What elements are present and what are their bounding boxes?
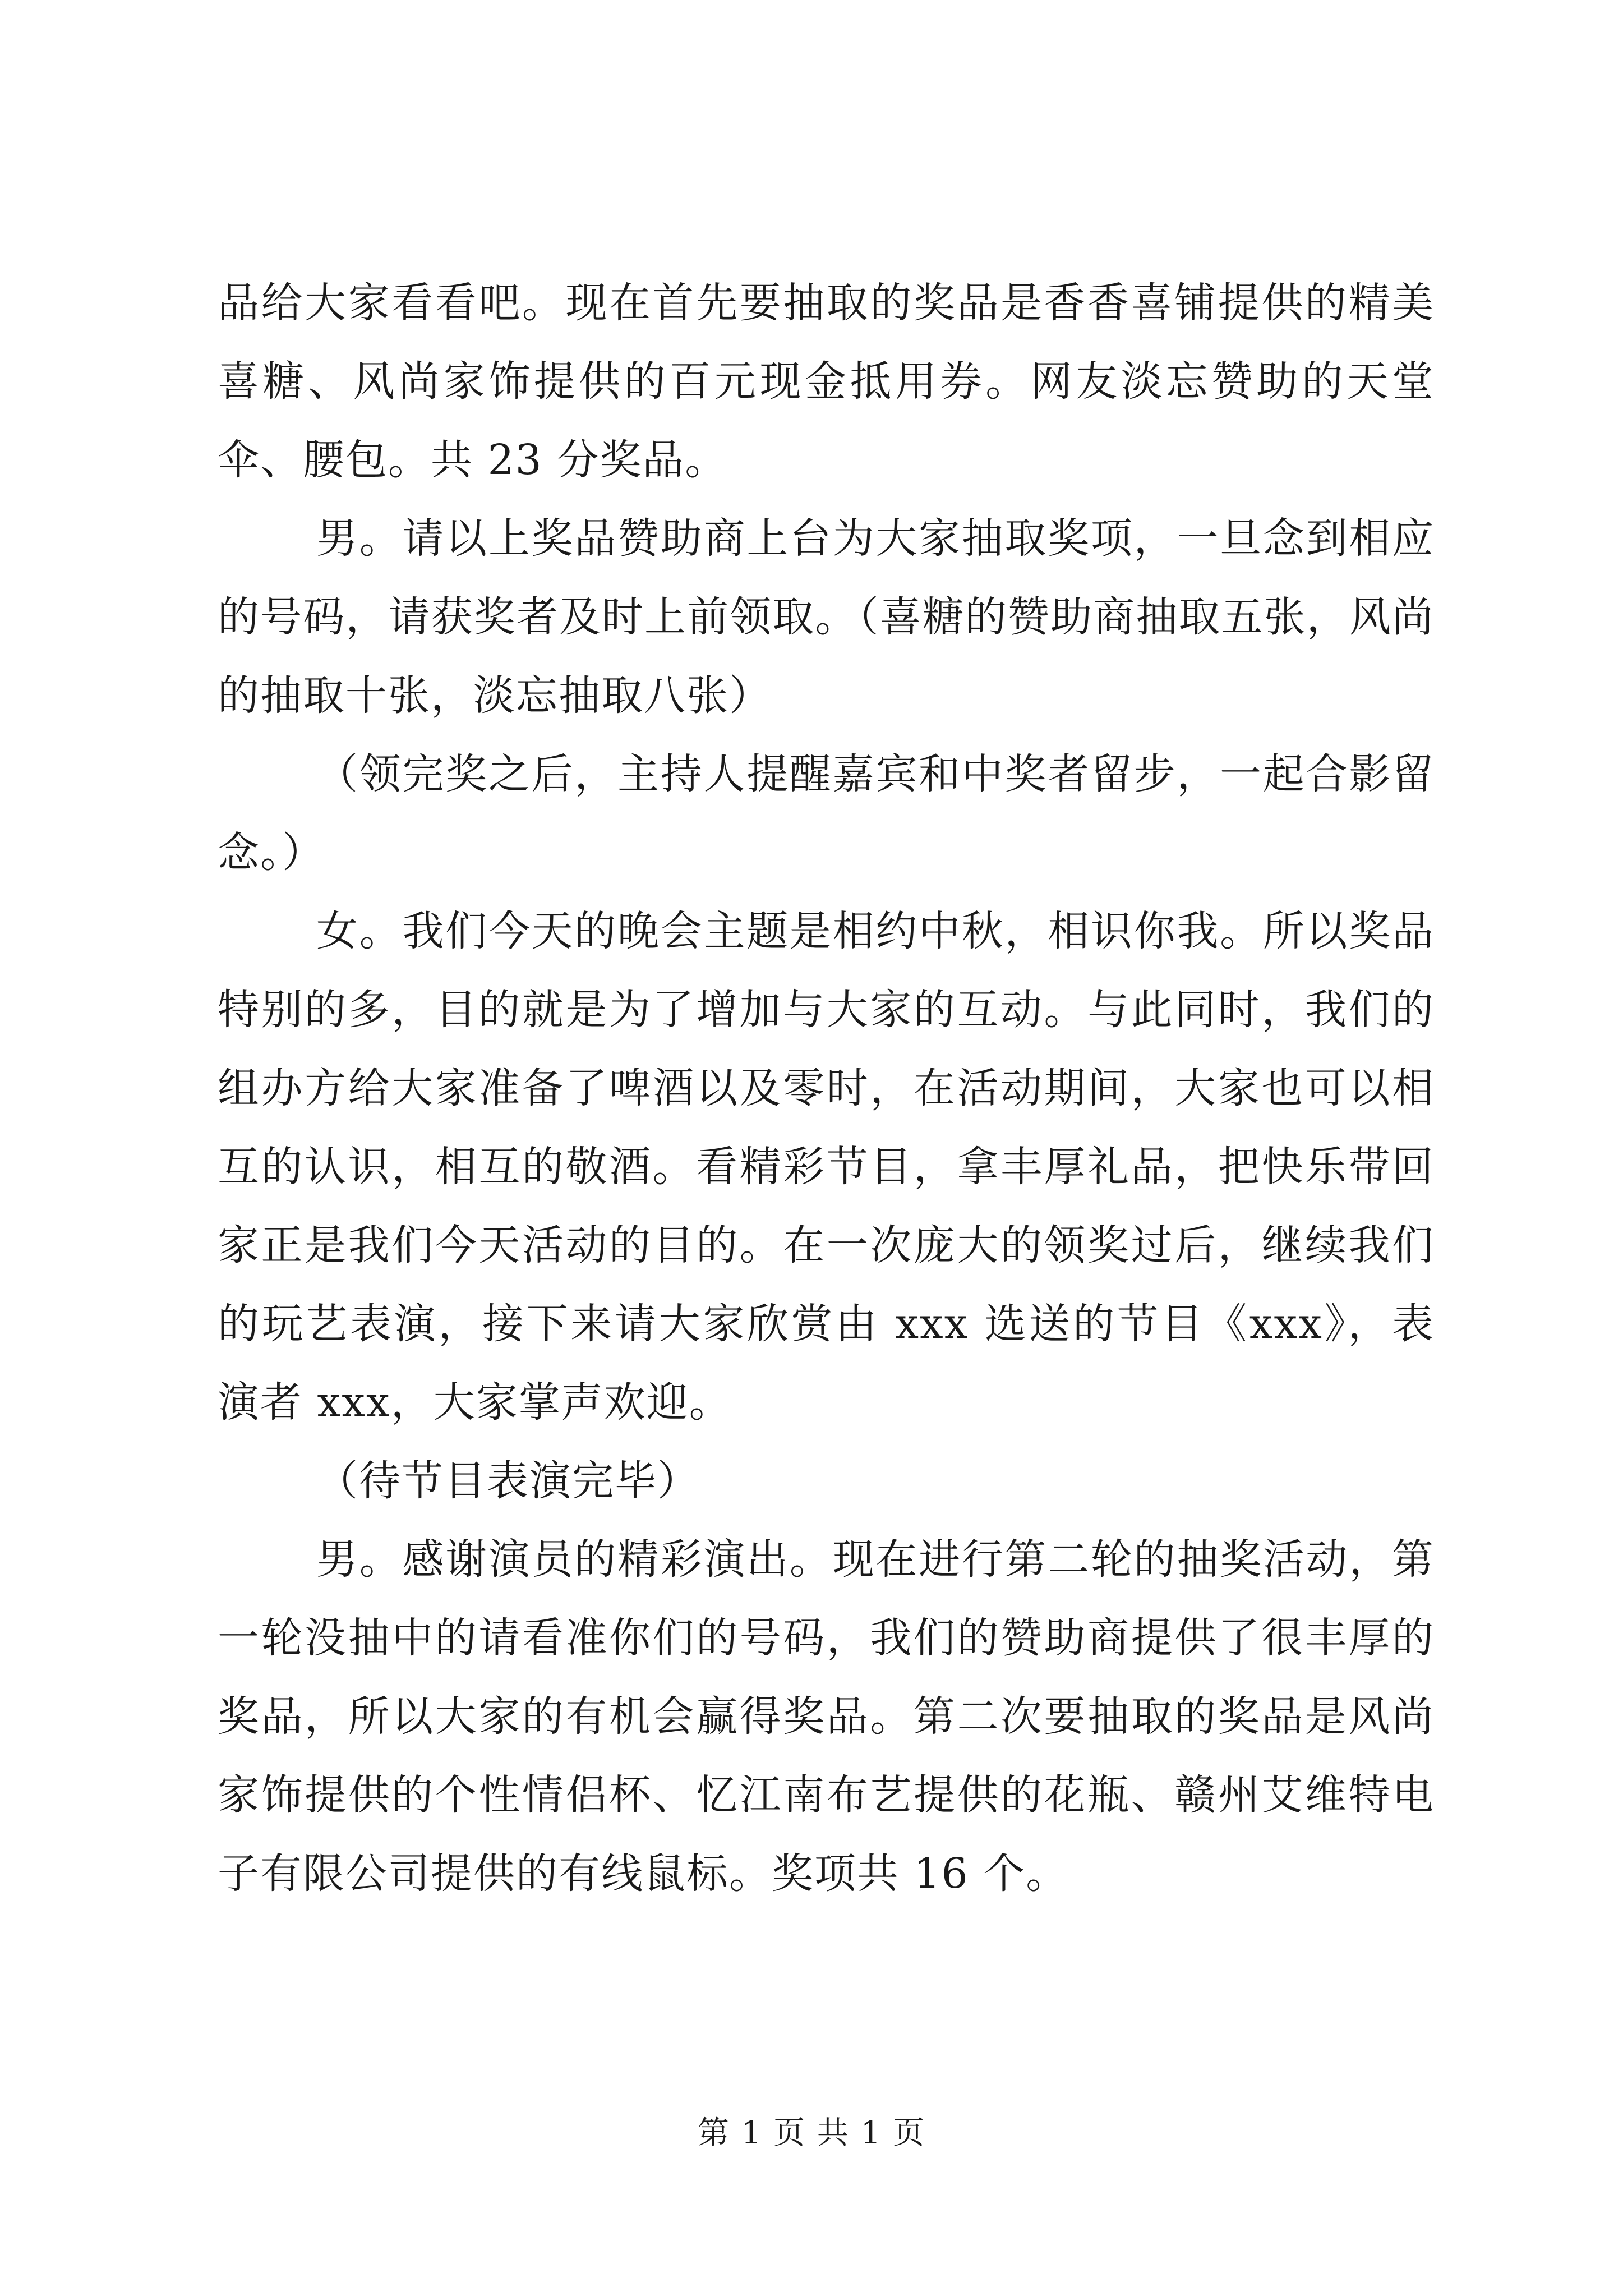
document-body (218, 264, 1435, 1913)
paragraph-stage-note-photo: （领完奖之后，主持人提醒嘉宾和中奖者留步，一起合影留念。） (218, 750, 1435, 877)
paragraph-female-theme: 女。我们今天的晚会主题是相约中秋，相识你我。所以奖品特别的多，目的就是为了增加与大家的互动。与此同时，我们的组办方给大家准备了啤酒以及零时，在活动期间，大家也可以相互的认识，相互的敬酒。看精彩节目，拿丰厚礼品，把快乐带回家正是我们今天活动的目的。在一次庞大的领奖过后，继续我们的玩艺表演，接下来请大家欣赏由 xxx 选送的节目《xxx》，表演者 xxx，大家掌声欢迎。 (218, 907, 1435, 1427)
paragraph-male-draw-instructions: 男。请以上奖品赞助商上台为大家抽取奖项，一旦念到相应的号码，请获奖者及时上前领取。（喜糖的赞助商抽取五张，风尚的抽取十张，淡忘抽取八张） (218, 514, 1435, 720)
paragraph-prize-intro: 品给大家看看吧。现在首先要抽取的奖品是香香喜铺提供的精美喜糖、风尚家饰提供的百元现金抵用券。网友淡忘赞助的天堂伞、腰包。共 23 分奖品。 (218, 279, 1435, 484)
paragraph-male-second-round: 男。感谢演员的精彩演出。现在进行第二轮的抽奖活动，第一轮没抽中的请看准你们的号码，我们的赞助商提供了很丰厚的奖品，所以大家的有机会赢得奖品。第二次要抽取的奖品是风尚家饰提供的个性情侣杯、忆江南布艺提供的花瓶、赣州艾维特电子有限公司提供的有线鼠标。奖项共 16 个。 (218, 1535, 1435, 1898)
paragraph-stage-note-performance: （待节目表演完毕） (316, 1457, 700, 1505)
page-footer: 第 1 页 共 1 页 (697, 2115, 926, 2151)
